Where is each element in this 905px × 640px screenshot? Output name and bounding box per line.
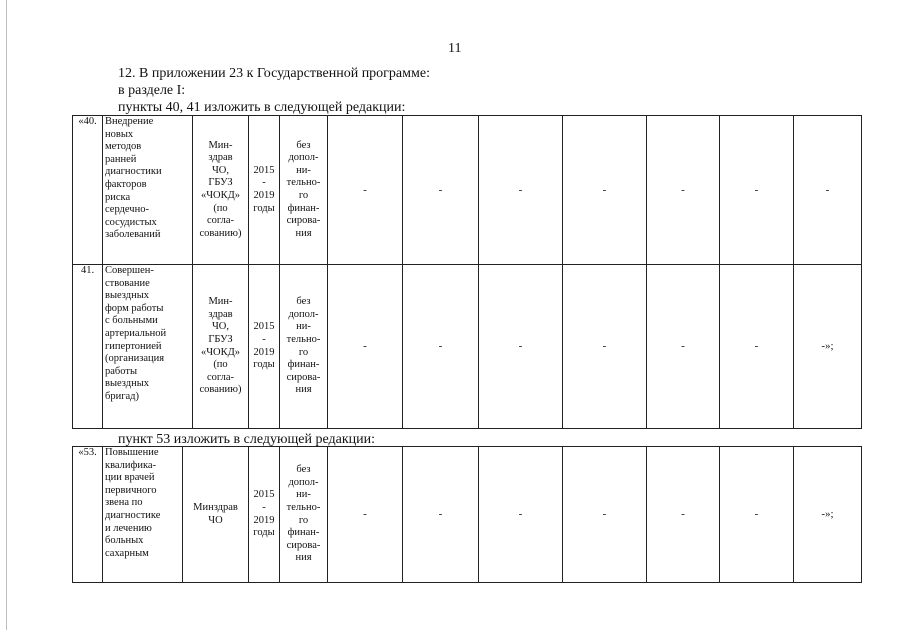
- table-row: [73, 116, 862, 265]
- value-cell: -: [794, 116, 862, 265]
- value-cell: -: [328, 116, 403, 265]
- executor-line: здрав: [208, 152, 233, 164]
- measure-name-cell: [103, 447, 183, 583]
- value-cell: -: [647, 447, 720, 583]
- funding-line: без: [296, 464, 311, 476]
- funding-line: без: [296, 139, 311, 151]
- funding-line: финан-: [287, 527, 320, 539]
- funding-line: ния: [295, 227, 312, 239]
- measure-name-line: ствование: [105, 277, 150, 289]
- measure-name-cell: [103, 265, 193, 429]
- measure-name-line: гипертонией: [105, 340, 162, 352]
- measure-name-line: методов: [105, 141, 142, 153]
- measure-name-line: больных: [105, 535, 144, 547]
- table-row: [73, 447, 862, 583]
- value-cell: -: [479, 265, 563, 429]
- period-line: годы: [253, 202, 275, 214]
- funding-line: ни-: [296, 489, 311, 501]
- measure-name-line: звена по: [105, 497, 143, 509]
- executor-line: «ЧОКД»: [200, 190, 241, 201]
- funding-line: тельно-: [286, 177, 321, 189]
- value-cell: -: [647, 116, 720, 265]
- funding-line: го: [298, 346, 309, 358]
- executor-line: (по: [213, 202, 228, 214]
- measure-name-cell: [103, 116, 193, 265]
- table-row: [73, 265, 862, 429]
- measure-name-line: с больными: [105, 315, 158, 327]
- measure-name-line: сосудистых: [105, 216, 157, 228]
- measure-name-line: диагностике: [105, 509, 161, 521]
- funding-line: ния: [295, 384, 312, 396]
- value-cell: -: [479, 116, 563, 265]
- value-cell: -: [328, 265, 403, 429]
- period-line: 2019: [253, 346, 275, 358]
- executor-line: сованию): [199, 227, 242, 239]
- executor-line: ЧО,: [211, 164, 230, 176]
- executor-line: Минздрав: [193, 501, 238, 513]
- measure-name-line: Повышение: [105, 447, 159, 458]
- value-cell: -: [479, 447, 563, 583]
- measure-name-line: факторов: [105, 178, 147, 190]
- program-table-points-40-41: [72, 115, 862, 429]
- funding-line: сирова-: [286, 539, 321, 551]
- row-number: «53.: [78, 447, 97, 458]
- funding-line: ни-: [296, 164, 311, 176]
- value-cell: -: [403, 447, 479, 583]
- measure-name-line: риска: [105, 191, 131, 203]
- value-cell: -: [720, 447, 794, 583]
- value-cell: -: [647, 265, 720, 429]
- funding-line: ни-: [296, 321, 311, 333]
- value-cell: -: [720, 116, 794, 265]
- executor-cell: [193, 116, 249, 265]
- item-12-heading: 12. В приложении 23 к Государственной программе:: [118, 66, 430, 81]
- measure-name-line: выездных: [105, 378, 150, 390]
- executor-line: здрав: [208, 308, 233, 320]
- measure-name-line: ции врачей: [105, 472, 155, 484]
- period-line: -: [262, 333, 266, 345]
- value-cell: -»;: [794, 265, 862, 429]
- measure-name-line: ранней: [105, 153, 137, 165]
- period-line: 2015: [253, 489, 275, 501]
- funding-line: го: [298, 514, 309, 526]
- period-line: 2019: [253, 514, 275, 526]
- value-cell: -: [563, 447, 647, 583]
- row-number-cell: [73, 265, 103, 429]
- funding-cell: [280, 116, 328, 265]
- funding-line: го: [298, 190, 309, 201]
- measure-name-line: (организация: [105, 353, 165, 365]
- page-number: 11: [448, 41, 462, 56]
- period-line: 2015: [253, 164, 275, 176]
- executor-line: Мин-: [208, 139, 233, 151]
- points-40-41-heading: пункты 40, 41 изложить в следующей редакции:: [118, 100, 406, 115]
- period-cell: [249, 447, 280, 583]
- value-cell: -: [328, 447, 403, 583]
- executor-line: сованию): [199, 384, 242, 396]
- measure-name-line: артериальной: [105, 327, 167, 339]
- period-line: 2015: [253, 321, 275, 333]
- value-cell: -: [563, 265, 647, 429]
- page-margin-rule: [6, 0, 7, 630]
- executor-line: ГБУЗ: [208, 333, 233, 345]
- executor-line: согла-: [206, 371, 235, 383]
- period-line: -: [262, 501, 266, 513]
- value-cell: -: [563, 116, 647, 265]
- executor-line: (по: [213, 359, 228, 371]
- point-53-heading: пункт 53 изложить в следующей редакции:: [118, 432, 375, 447]
- executor-line: ГБУЗ: [208, 177, 233, 189]
- period-cell: [249, 116, 280, 265]
- value-cell: -»;: [794, 447, 862, 583]
- row-number-cell: [73, 116, 103, 265]
- measure-name-line: бригад): [105, 390, 140, 402]
- period-line: -: [262, 177, 266, 189]
- funding-line: финан-: [287, 202, 320, 214]
- measure-name-line: форм работы: [105, 302, 164, 314]
- executor-line: «ЧОКД»: [200, 346, 241, 358]
- executor-cell: [183, 447, 249, 583]
- funding-line: тельно-: [286, 333, 321, 345]
- period-line: годы: [253, 359, 275, 371]
- measure-name-line: заболеваний: [105, 229, 161, 241]
- measure-name-line: сахарным: [105, 547, 149, 559]
- funding-cell: [280, 265, 328, 429]
- measure-name-line: выездных: [105, 290, 150, 302]
- measure-name-line: диагностики: [105, 166, 162, 178]
- measure-name-line: первичного: [105, 484, 157, 496]
- row-number: «40.: [78, 116, 97, 127]
- funding-cell: [280, 447, 328, 583]
- period-line: 2019: [253, 190, 275, 201]
- executor-cell: [193, 265, 249, 429]
- period-cell: [249, 265, 280, 429]
- value-cell: -: [403, 265, 479, 429]
- measure-name-line: сердечно-: [105, 204, 149, 216]
- funding-line: допол-: [288, 152, 319, 164]
- funding-line: допол-: [288, 308, 319, 320]
- funding-line: сирова-: [286, 215, 321, 227]
- funding-line: финан-: [287, 359, 320, 371]
- value-cell: -: [720, 265, 794, 429]
- period-line: годы: [253, 527, 275, 539]
- program-table-point-53: [72, 446, 862, 583]
- funding-line: сирова-: [286, 371, 321, 383]
- funding-line: допол-: [288, 476, 319, 488]
- section-1-heading: в разделе I:: [118, 83, 186, 98]
- measure-name-line: новых: [105, 128, 134, 140]
- row-number-cell: [73, 447, 103, 583]
- value-cell: -: [403, 116, 479, 265]
- executor-line: ЧО: [208, 514, 223, 526]
- executor-line: согла-: [206, 215, 235, 227]
- funding-line: без: [296, 296, 311, 308]
- funding-line: ния: [295, 552, 312, 564]
- executor-line: Мин-: [208, 296, 233, 308]
- measure-name-line: и лечению: [105, 522, 152, 534]
- funding-line: тельно-: [286, 501, 321, 513]
- measure-name-line: Совершен-: [105, 265, 154, 276]
- row-number: 41.: [80, 265, 95, 276]
- measure-name-line: квалифика-: [105, 459, 157, 471]
- measure-name-line: работы: [105, 365, 138, 377]
- measure-name-line: Внедрение: [105, 116, 154, 127]
- executor-line: ЧО,: [211, 321, 230, 333]
